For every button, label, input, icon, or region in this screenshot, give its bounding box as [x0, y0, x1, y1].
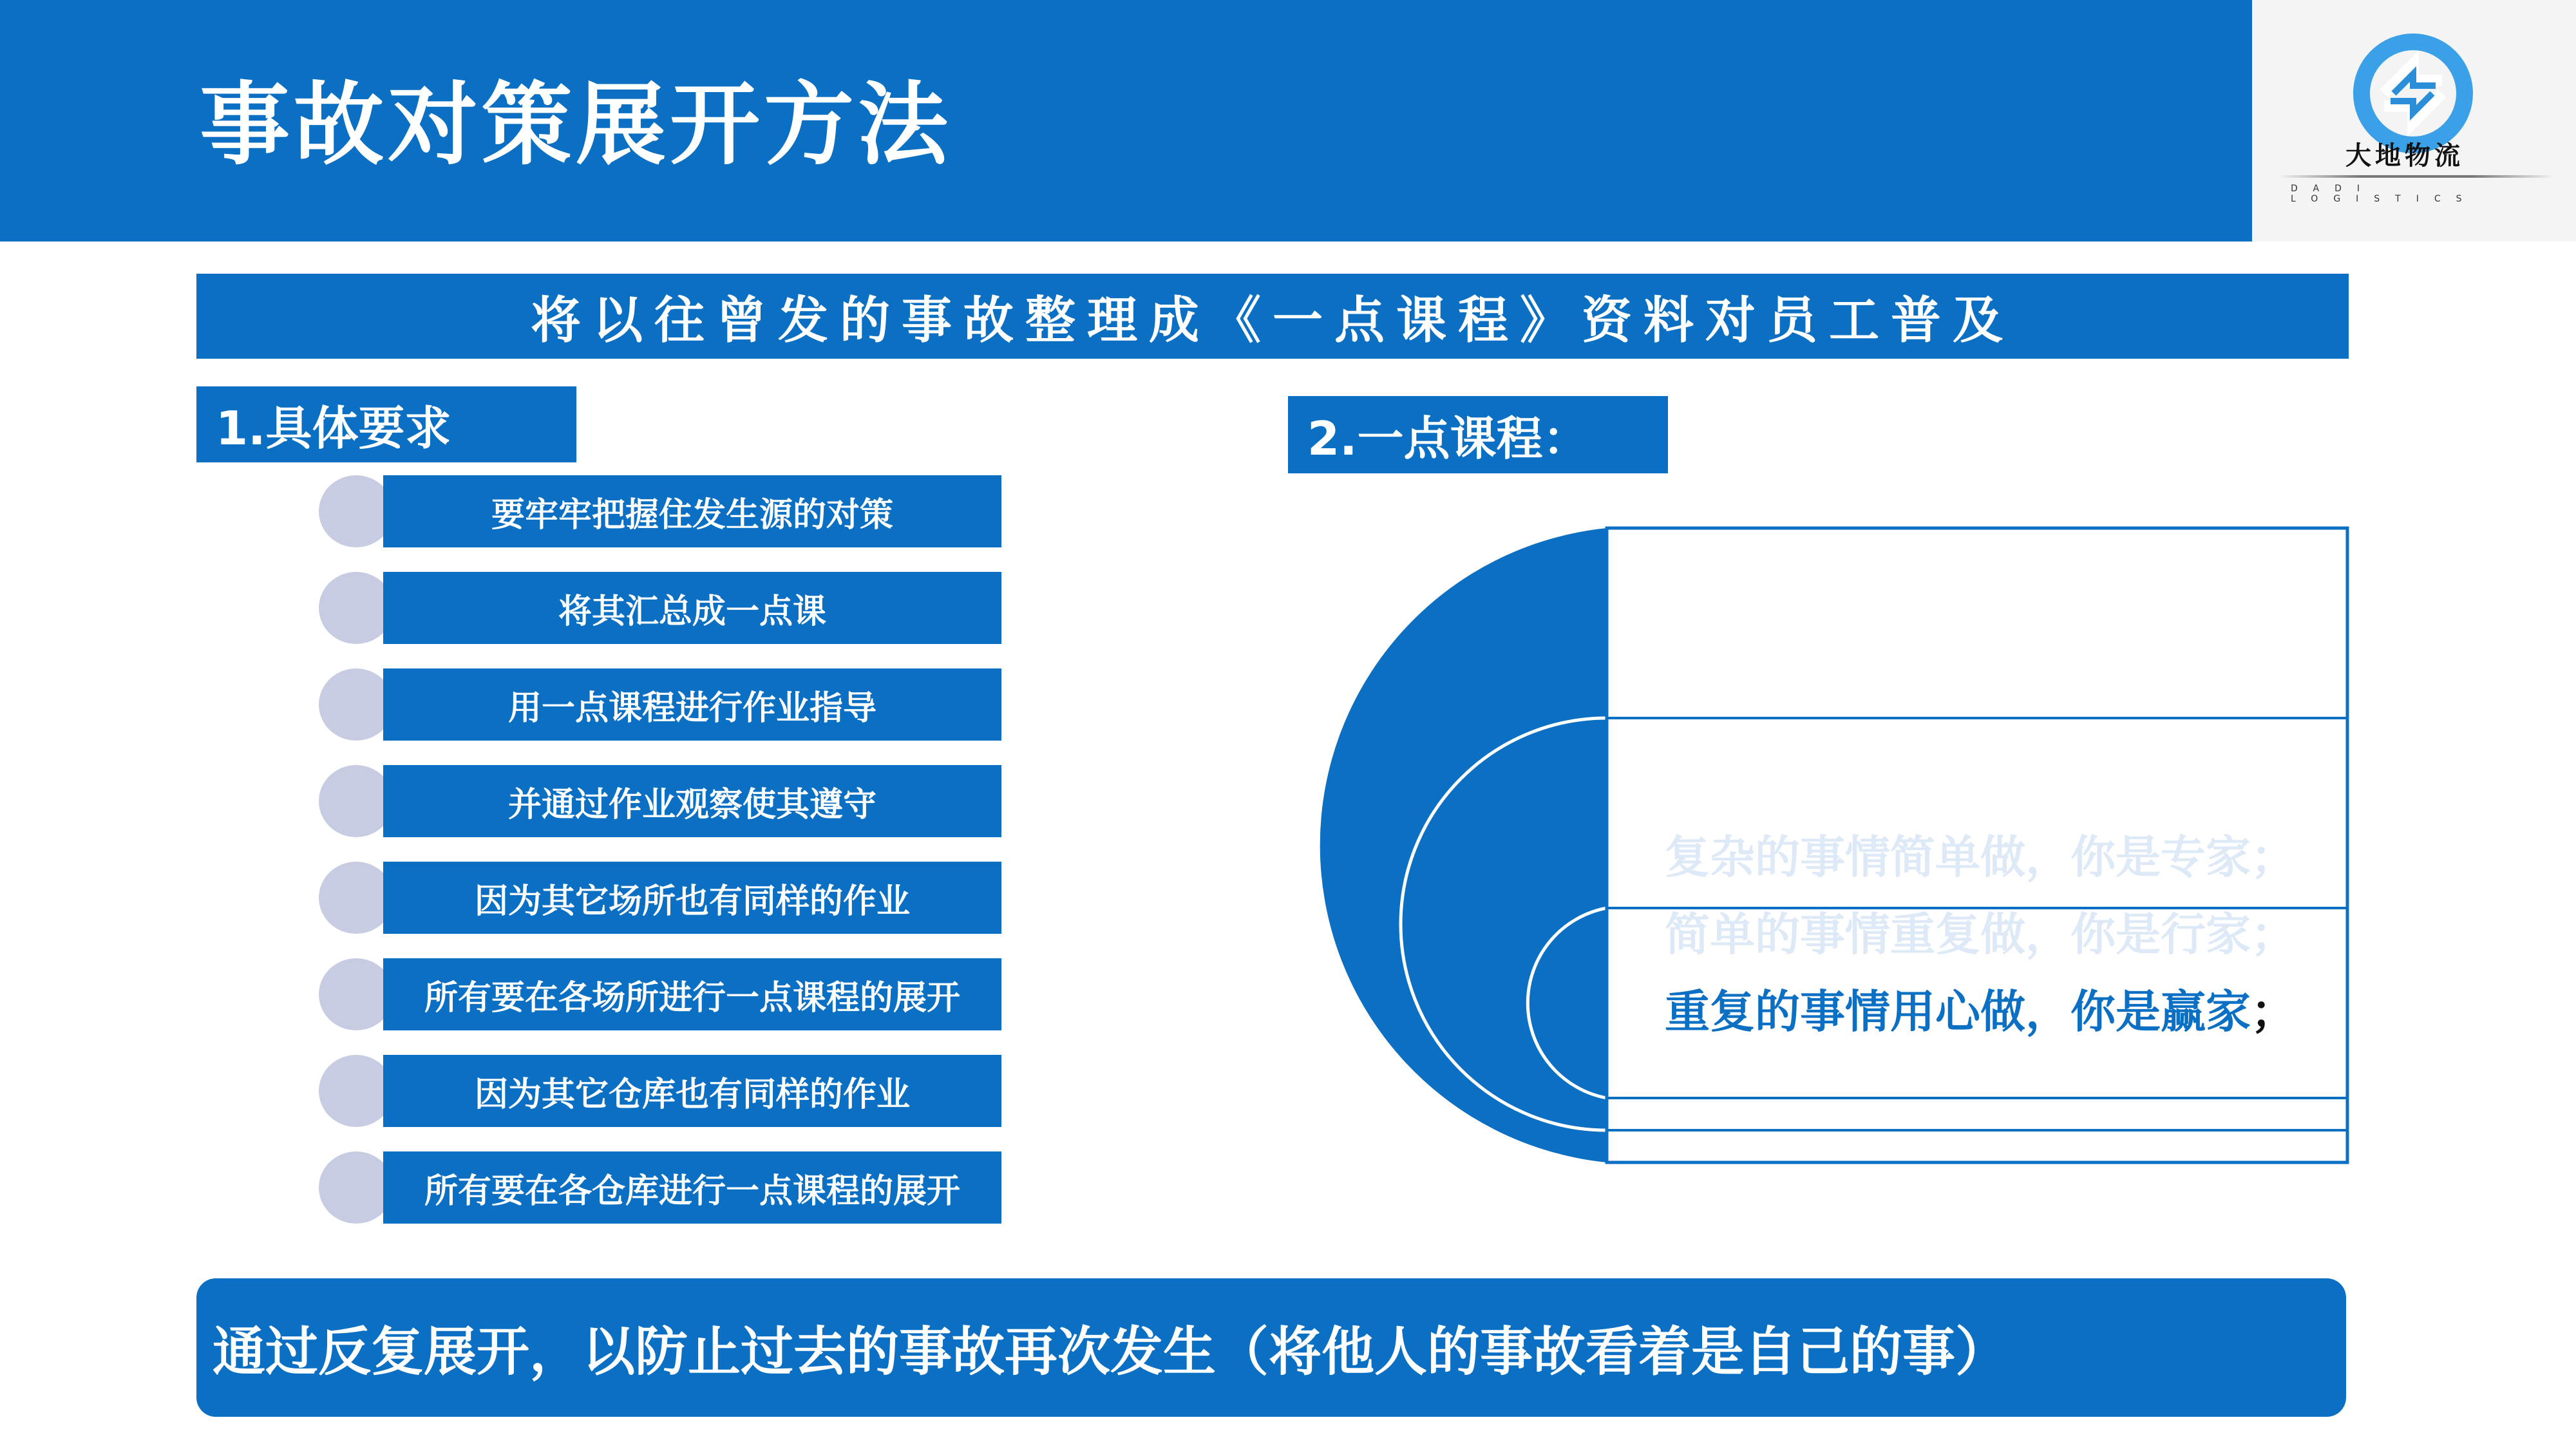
- requirement-text: 用一点课程进行作业指导: [383, 668, 1001, 741]
- main-banner: 将以往曾发的事故整理成《一点课程》资料对员工普及: [196, 274, 2349, 359]
- quote-line-1: 复杂的事情简单做，你是专家；: [1665, 831, 2296, 884]
- requirement-text: 所有要在各仓库进行一点课程的展开: [383, 1151, 1001, 1224]
- requirement-text: 将其汇总成一点课: [383, 572, 1001, 644]
- logo-subtitle: DADI LOGISTICS: [2291, 184, 2477, 204]
- section2-label: 2.一点课程：: [1288, 396, 1668, 473]
- footer-bar: 通过反复展开，以防止过去的事故再次发生（将他人的事故看着是自己的事）: [196, 1278, 2346, 1417]
- outer-semicircle: [1320, 528, 1607, 1162]
- page-title: 事故对策展开方法: [200, 73, 952, 178]
- quote-line-3-text: 重复的事情用心做，你是赢家: [1665, 985, 2251, 1038]
- requirement-text: 因为其它场所也有同样的作业: [383, 862, 1001, 934]
- logo-name: 大地物流: [2345, 141, 2464, 171]
- quote-semicolon: ；: [2251, 985, 2296, 1038]
- requirement-text: 所有要在各场所进行一点课程的展开: [383, 958, 1001, 1030]
- quote-line-3: [1665, 976, 2296, 1041]
- section1-label: 1.具体要求: [196, 386, 576, 462]
- requirement-text: 要牢牢把握住发生源的对策: [383, 475, 1001, 547]
- requirement-text: 并通过作业观察使其遵守: [383, 765, 1001, 837]
- quote-line-2: 简单的事情重复做，你是行家；: [1665, 908, 2296, 961]
- requirement-text: 因为其它仓库也有同样的作业: [383, 1055, 1001, 1127]
